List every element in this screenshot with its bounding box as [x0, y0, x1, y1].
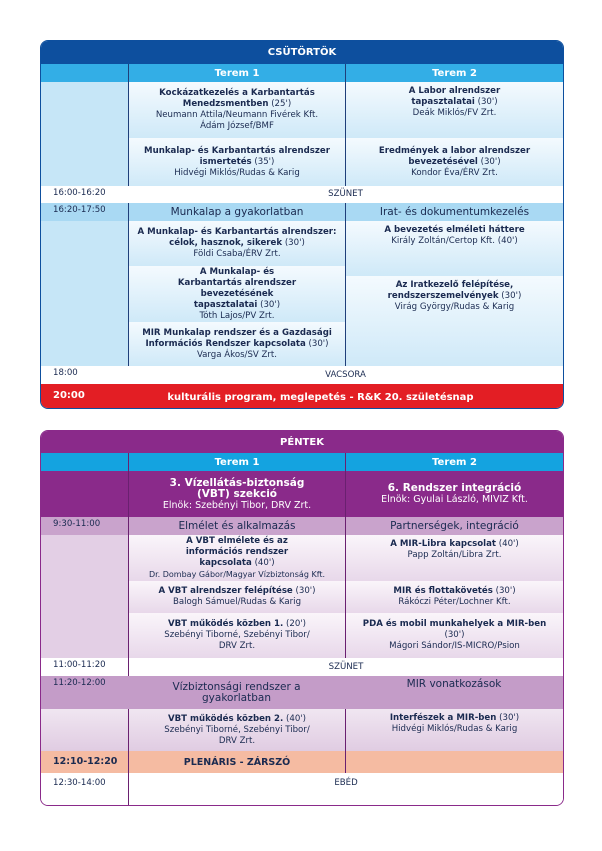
section-2: 6. Rendszer integráció Elnök: Gyulai László, MIVIZ Kft.: [345, 471, 563, 517]
room2-header: Terem 2: [345, 64, 563, 82]
talk: A VBT alrendszer felépítése (30') Balogh Sámuel/Rudas & Karig: [129, 581, 345, 613]
session-title: Partnerségek, integráció: [345, 517, 563, 535]
talk: A MIR-Libra kapcsolat (40') Papp Zoltán/Libra Zrt.: [346, 535, 563, 581]
plenary-row: 12:10-12:20 PLENÁRIS - ZÁRSZÓ: [41, 751, 563, 773]
session-title: Irat- és dokumentumkezelés: [345, 203, 563, 221]
talk: A Munkalap- és Karbantartás alrendszer bevezetésének tapasztalatai (30') Tóth Lajos/PV Zrt.: [129, 266, 345, 322]
break-row: 16:00-16:20 SZÜNET: [41, 186, 563, 203]
session-title: Vízbiztonsági rendszer a gyakorlatban: [172, 680, 301, 704]
talk: A bevezetés elméleti háttere Király Zoltán/Certop Kft. (40'): [346, 221, 563, 276]
session-title: Elmélet és alkalmazás: [128, 517, 345, 535]
talk: Kockázatkezelés a Karbantartás Menedzsmentben (25') Neumann Attila/Neumann Fivérek Kft. Ádám József/BMF: [129, 82, 345, 138]
friday-schedule: PÉNTEK Terem 1 Terem 2 3. Vízellátás-biztonság (VBT) szekció Elnök: Szebényi Tibor, DRV Zrt. 6. Rendszer integráció Elnök: Gyulai László, MIVIZ Kft. 9:30-11:00 Elmélet és alkalmazás Partnerségek, integráció A VBT elmélete és az információs rendszer kapcsolata (40') Dr. Dombay Gábor/Magyar Vízbiztonság Kft. A VBT alrendszer felépítése (30') Balogh Sámuel/Rudas & Karig VBT működés közben 1. (20') Szebényi Tiborné, Szebényi Tibor/ DRV Zrt. A MIR-Libra kapcsolat (40') Papp Zoltán/Libra Zrt. MIR és flottakövetés (30') Rákóczi Péter/Lochner Kft. PDA és mobil munkahelyek a MIR-ben (30') Mágori Sándor/IS-MICRO/Psion 11:00-11:20 SZÜNET 11:20-12:00 Vízbiztonsági rendszer a gyakorlatban MIR vonatkozások VBT működés közben 2. (40') Szebényi Tiborné, Szebényi Tibor/ DRV Zrt. Interfészek a MIR-ben (30') Hidvégi Miklós/Rudas & Karig 12:10-12:20 PLENÁRIS - ZÁRSZÓ 12:30-14:00 EBÉD: [40, 430, 564, 806]
dinner-row: 18:00 VACSORA: [41, 366, 563, 384]
lunch-row: 12:30-14:00 EBÉD: [41, 773, 563, 806]
talk: Interfészek a MIR-ben (30') Hidvégi Miklós/Rudas & Karig: [345, 709, 563, 751]
talk: PDA és mobil munkahelyek a MIR-ben (30') Mágori Sándor/IS-MICRO/Psion: [346, 613, 563, 658]
talk: A Labor alrendszer tapasztalatai (30') Deák Miklós/FV Zrt.: [346, 82, 563, 138]
talk: MIR és flottakövetés (30') Rákóczi Péter/Lochner Kft.: [346, 581, 563, 613]
room1-header: Terem 1: [128, 64, 345, 82]
session-title: Munkalap a gyakorlatban: [128, 203, 345, 221]
day-title: CSÜTÖRTÖK: [41, 41, 563, 64]
thursday-schedule: CSÜTÖRTÖK Terem 1 Terem 2 Kockázatkezelés a Karbantartás Menedzsmentben (25') Neumann Attila/Neumann Fivérek Kft. Ádám József/BMF Munkalap- és Karbantartás alrendszer ismertetés (35') Hidvégi Miklós/Rudas & Karig A Labor alrendszer tapasztalatai (30') Deák Miklós/FV Zrt. Eredmények a labor alrendszer bevezetésével (30') Kondor Éva/ÉRV Zrt. 16:00-16:20 SZÜNET 16:20-17:50 Munkalap a gyakorlatban Irat- és dokumentumkezelés A Munkalap- és Karbantartás alrendszer: célok, hasznok, sikerek (30') Földi Csaba/ÉRV Zrt. A Munkalap- és Karbantartás alrendszer bevezetésének tapasztalatai (30') Tóth Lajos/PV Zrt. MIR Munkalap rendszer és a Gazdasági Információs Rendszer kapcsolata (30') Varga Ákos/SV Zrt. A bevezetés elméleti háttere Király Zoltán/Certop Kft. (40') Az Iratkezelő felépítése, rendszerszemelvények (30') Virág György/Rudas & Karig 18:00 VACSORA 20:00 kulturális program, meglepetés - R&K 20. születésnap: [40, 40, 564, 409]
talk: Az Iratkezelő felépítése, rendszerszemelvények (30') Virág György/Rudas & Karig: [346, 276, 563, 366]
talk: MIR Munkalap rendszer és a Gazdasági Információs Rendszer kapcsolata (30') Varga Ákos/SV Zrt.: [129, 322, 345, 366]
talk: VBT működés közben 2. (40') Szebényi Tiborné, Szebényi Tibor/ DRV Zrt.: [128, 709, 345, 751]
section-1: 3. Vízellátás-biztonság (VBT) szekció Elnök: Szebényi Tibor, DRV Zrt.: [128, 471, 345, 517]
session-title: MIR vonatkozások: [406, 678, 502, 690]
evening-row: 20:00 kulturális program, meglepetés - R&K 20. születésnap: [41, 384, 563, 409]
time-header: [41, 64, 128, 82]
room1-header: Terem 1: [128, 453, 345, 471]
break-row: 11:00-11:20 SZÜNET: [41, 658, 563, 676]
talk: Munkalap- és Karbantartás alrendszer ismertetés (35') Hidvégi Miklós/Rudas & Karig: [129, 138, 345, 186]
day-title: PÉNTEK: [41, 431, 563, 453]
talk: A VBT elmélete és az információs rendszer kapcsolata (40') Dr. Dombay Gábor/Magyar Vízbiztonság Kft.: [129, 535, 345, 581]
talk: A Munkalap- és Karbantartás alrendszer: célok, hasznok, sikerek (30') Földi Csaba/ÉRV Zrt.: [129, 221, 345, 266]
talk: VBT működés közben 1. (20') Szebényi Tiborné, Szebényi Tibor/ DRV Zrt.: [129, 613, 345, 658]
room2-header: Terem 2: [345, 453, 563, 471]
talk: Eredmények a labor alrendszer bevezetésével (30') Kondor Éva/ÉRV Zrt.: [346, 138, 563, 186]
